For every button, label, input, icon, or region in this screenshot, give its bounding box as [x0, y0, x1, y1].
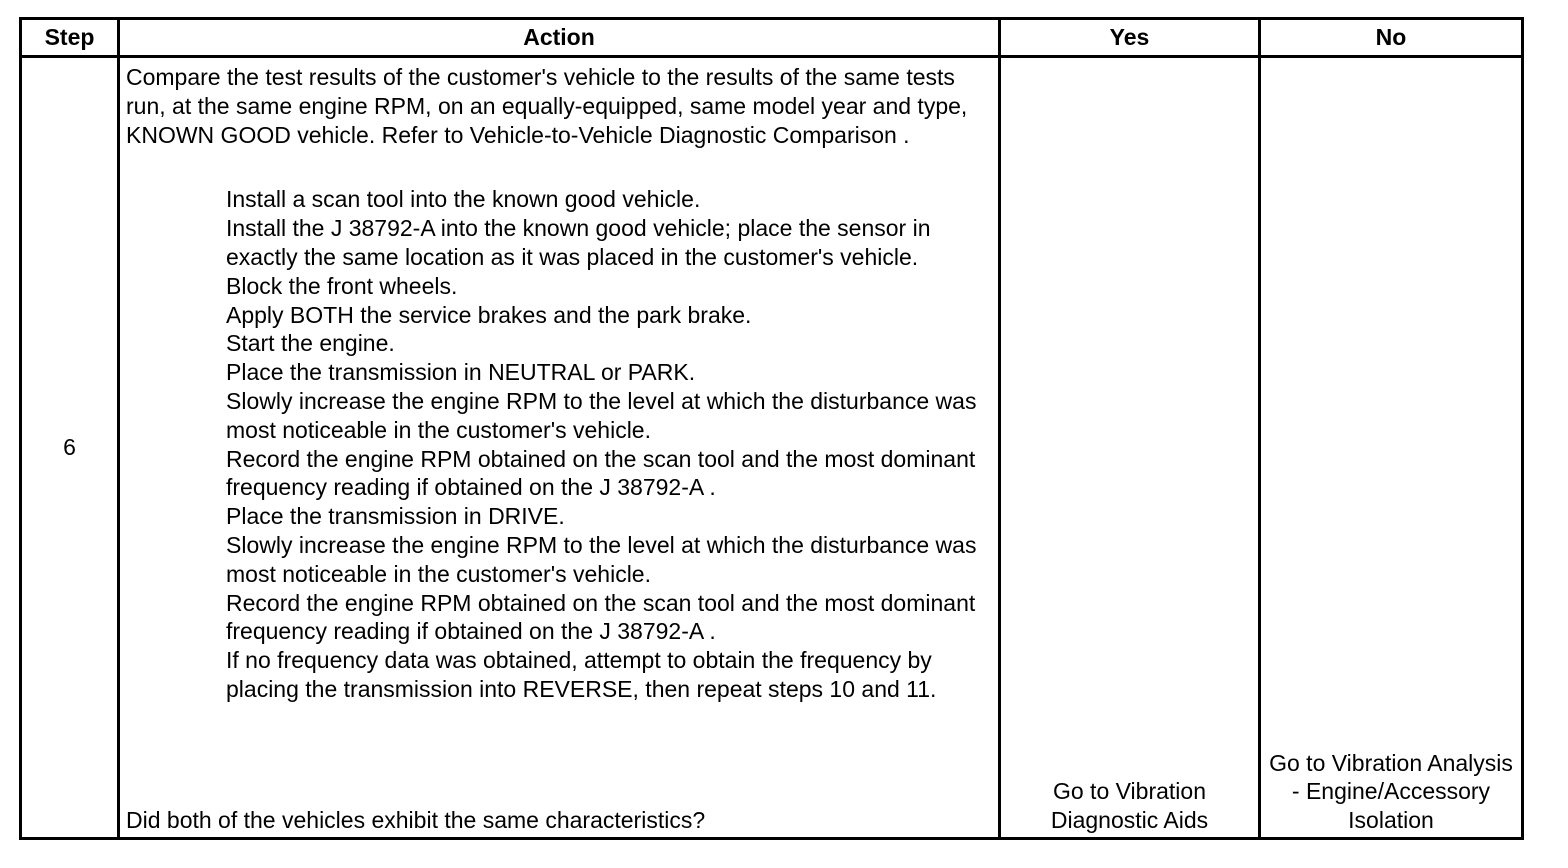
substep: Place the transmission in NEUTRAL or PARK. [226, 359, 696, 386]
substep: Record the engine RPM obtained on the scan tool and the most dominant frequency reading if obtained on the J 38792-A . [226, 589, 976, 645]
table-row [21, 57, 1523, 839]
substep: Install a scan tool into the known good vehicle. [226, 186, 701, 213]
substep: Block the front wheels. [226, 272, 458, 299]
action-cell [119, 57, 1000, 839]
yes-result-link[interactable]: Go to Vibration Diagnostic Aids [1000, 57, 1260, 839]
substep: Record the engine RPM obtained on the scan tool and the most dominant frequency reading if obtained on the J 38792-A . [226, 445, 976, 501]
substep: Slowly increase the engine RPM to the level at which the disturbance was most noticeable in the customer's vehicle. [226, 387, 977, 443]
substep: Place the transmission in DRIVE. [226, 503, 565, 530]
header-row [21, 19, 1523, 57]
no-result-link[interactable]: Go to Vibration Analysis - Engine/Accessory Isolation [1260, 57, 1523, 839]
substep: If no frequency data was obtained, attempt to obtain the frequency by placing the transmission into REVERSE, then repeat steps 10 and 11. [226, 647, 937, 702]
yes-header: Yes [1000, 19, 1260, 57]
action-header: Action [119, 19, 1000, 57]
substep: Start the engine. [226, 330, 395, 357]
step-header: Step [21, 19, 119, 57]
step-number: 6 [21, 57, 119, 839]
diagnostic-table [19, 17, 1524, 840]
substep: Install the J 38792-A into the known good vehicle; place the sensor in exactly the same location as it was placed in the customer's vehicle. [226, 215, 931, 270]
no-header: No [1260, 19, 1523, 57]
action-intro: Compare the test results of the customer's vehicle to the results of the same tests run, at the same engine RPM, on an equally-equipped, same model year and type, KNOWN GOOD vehicle. Refer to Vehicle-to-Vehicle Diagnostic Comparison . [126, 64, 968, 148]
action-question: Did both of the vehicles exhibit the same characteristics? [126, 807, 706, 834]
substep-list [120, 185, 998, 703]
substep: Slowly increase the engine RPM to the level at which the disturbance was most noticeable in the customer's vehicle. [226, 531, 977, 587]
substep: Apply BOTH the service brakes and the park brake. [226, 301, 752, 328]
